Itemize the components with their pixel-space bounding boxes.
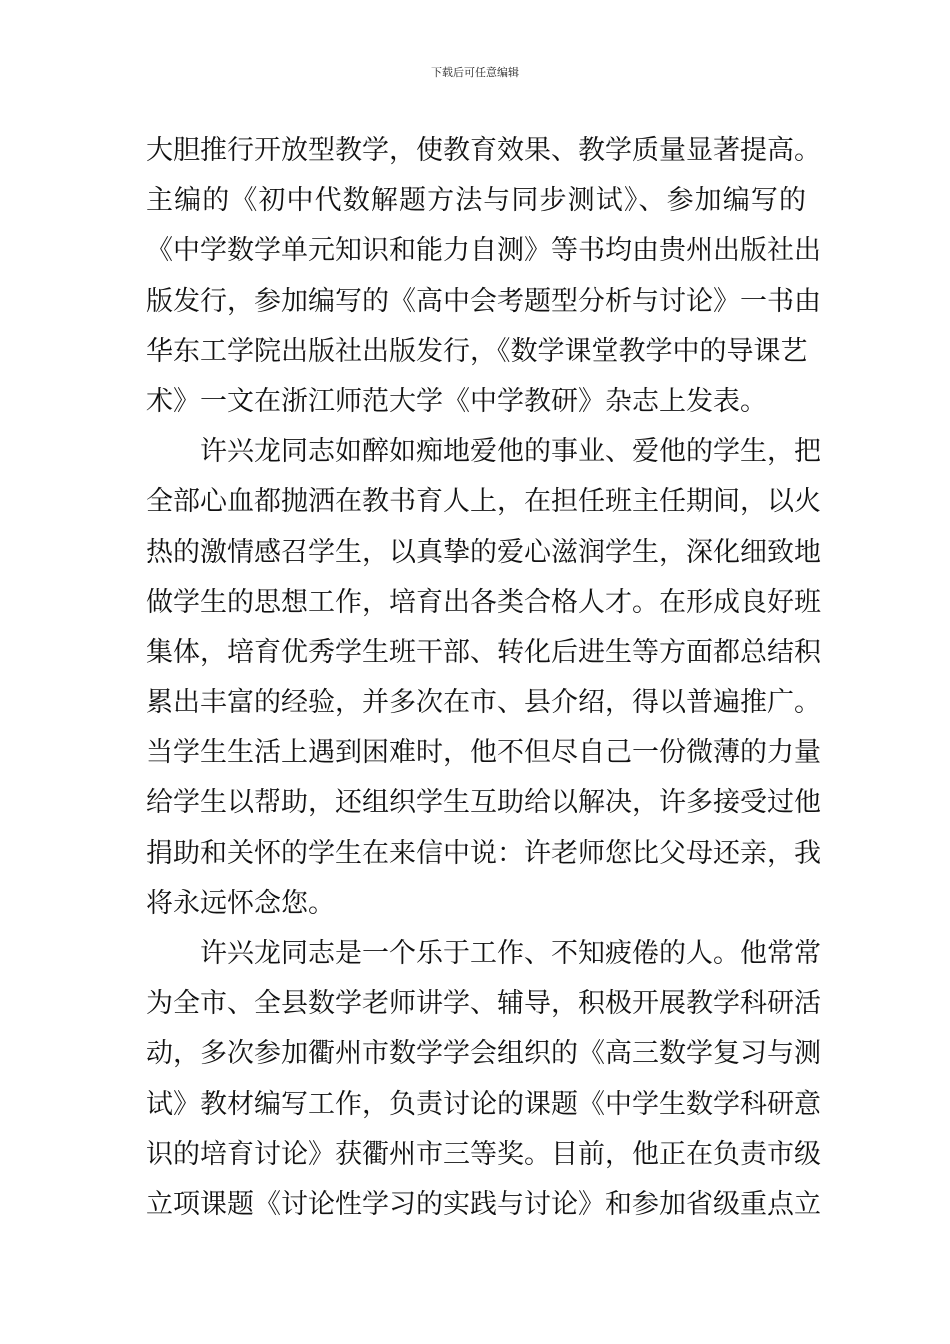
text-line: 将永远怀念您。	[146, 887, 335, 919]
text-line: 做学生的思想工作，培育出各类合格人才。在形成良好班	[146, 586, 821, 618]
text-line: 集体，培育优秀学生班干部、转化后进生等方面都总结积	[146, 636, 821, 668]
text-line: 捐助和关怀的学生在来信中说：许老师您比父母还亲，我	[146, 837, 821, 869]
text-line: 试》教材编写工作，负责讨论的课题《中学生数学科研意	[146, 1088, 821, 1120]
text-line: 累出丰富的经验，并多次在市、县介绍，得以普遍推广。	[146, 687, 821, 719]
paragraph-first-line: 许兴龙同志如醉如痴地爱他的事业、爱他的学生，把	[200, 436, 821, 468]
text-line: 当学生生活上遇到困难时，他不但尽自己一份微薄的力量	[146, 737, 821, 769]
text-line: 大胆推行开放型教学，使教育效果、教学质量显著提高。	[146, 135, 821, 166]
text-line: 给学生以帮助，还组织学生互助给以解决，许多接受过他	[146, 787, 821, 819]
document-body	[146, 126, 821, 1230]
text-line: 版发行，参加编写的《高中会考题型分析与讨论》一书由	[146, 285, 821, 317]
text-line: 识的培育讨论》获衢州市三等奖。目前，他正在负责市级	[146, 1138, 821, 1170]
text-line: 立项课题《讨论性学习的实践与讨论》和参加省级重点立	[146, 1188, 821, 1220]
text-line: 术》一文在浙江师范大学《中学教研》杂志上发表。	[146, 385, 767, 417]
text-line: 华东工学院出版社出版发行，《数学课堂教学中的导课艺	[146, 335, 808, 367]
text-line: 动，多次参加衢州市数学学会组织的《高三数学复习与测	[146, 1038, 821, 1070]
page-header: 下载后可任意编辑	[431, 66, 519, 79]
text-line: 《中学数学单元知识和能力自测》等书均由贵州出版社出	[146, 235, 821, 267]
paragraph-first-line: 许兴龙同志是一个乐于工作、不知疲倦的人。他常常	[200, 938, 821, 969]
text-line: 全部心血都抛洒在教书育人上，在担任班主任期间，以火	[146, 486, 821, 518]
text-line: 为全市、全县数学老师讲学、辅导，积极开展教学科研活	[146, 988, 821, 1020]
text-line: 热的激情感召学生，以真挚的爱心滋润学生，深化细致地	[146, 536, 821, 568]
text-line: 主编的《初中代数解题方法与同步测试》、参加编写的	[146, 185, 806, 217]
